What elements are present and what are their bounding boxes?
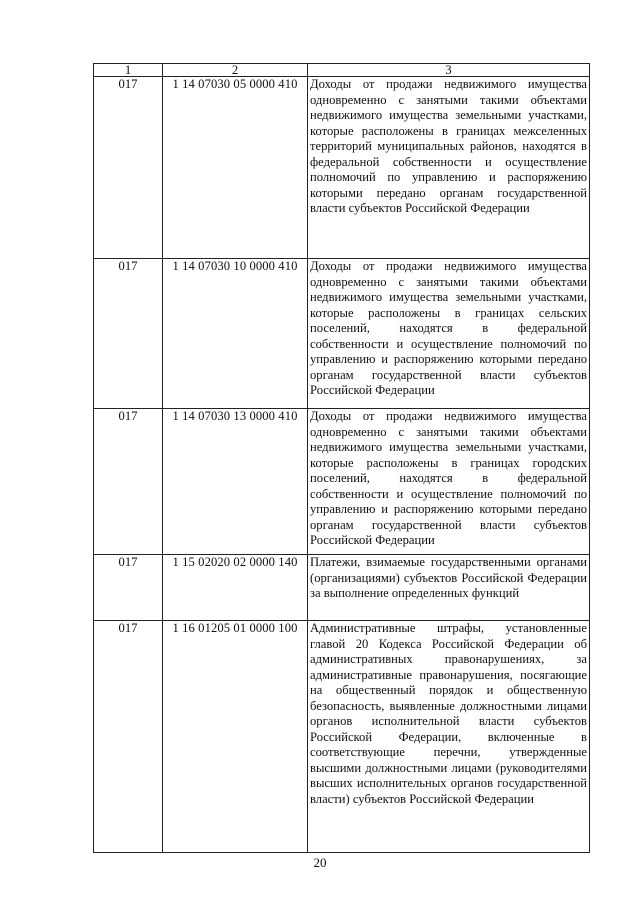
administrator-code: 017 bbox=[94, 77, 163, 259]
page-number: 20 bbox=[313, 855, 327, 870]
revenue-name: Доходы от продажи недвижимого имущества одновременно с занятыми такими объектами недвижимого имущества земельными участками, которые расположены в границах городских поселений, находятся в федеральной собственности и осуществление полномочий по управлению и распоряжению которыми передано органам государственной власти субъектов Российской Федерации bbox=[308, 409, 590, 555]
administrator-code: 017 bbox=[94, 409, 163, 555]
budget-classification-code: 1 16 01205 01 0000 100 bbox=[163, 621, 308, 853]
header-row bbox=[94, 64, 590, 77]
budget-classification-code: 1 15 02020 02 0000 140 bbox=[163, 555, 308, 621]
table-row bbox=[94, 409, 590, 555]
administrator-code: 017 bbox=[94, 555, 163, 621]
revenue-name: Доходы от продажи недвижимого имущества одновременно с занятыми такими объектами недвижимого имущества земельными участками, которые расположены в границах сельских поселений, находятся в федеральной собственности и осуществление полномочий по управлению и распоряжению которыми передано органам государственной власти субъектов Российской Федерации bbox=[308, 259, 590, 409]
column-header-1: 1 bbox=[94, 64, 163, 77]
revenue-name: Платежи, взимаемые государственными органами (организациями) субъектов Российской Федерации за выполнение определенных функций bbox=[308, 555, 590, 621]
table-row bbox=[94, 555, 590, 621]
budget-classification-code: 1 14 07030 10 0000 410 bbox=[163, 259, 308, 409]
table-row bbox=[94, 621, 590, 853]
column-header-2: 2 bbox=[163, 64, 308, 77]
revenue-codes-table bbox=[93, 63, 590, 853]
administrator-code: 017 bbox=[94, 621, 163, 853]
revenue-name: Доходы от продажи недвижимого имущества одновременно с занятыми такими объектами недвижимого имущества земельными участками, которые расположены в границах межселенных территорий муниципальных районов, находятся в федеральной собственности и осуществление полномочий по управлению и распоряжению которыми передано органам государственной власти субъектов Российской Федерации bbox=[308, 77, 590, 259]
revenue-name: Административные штрафы, установленные главой 20 Кодекса Российской Федерации об административных правонарушениях, за административные правонарушения, посягающие на общественный порядок и общественную безопасность, выявленные должностными лицами органов исполнительной власти субъектов Российской Федерации, включенные в соответствующие перечни, утвержденные высшими должностными лицами (руководителями высших исполнительных органов государственной власти) субъектов Российской Федерации bbox=[308, 621, 590, 853]
table-row bbox=[94, 259, 590, 409]
table-row bbox=[94, 77, 590, 259]
column-header-3: 3 bbox=[308, 64, 590, 77]
administrator-code: 017 bbox=[94, 259, 163, 409]
budget-classification-code: 1 14 07030 05 0000 410 bbox=[163, 77, 308, 259]
budget-classification-code: 1 14 07030 13 0000 410 bbox=[163, 409, 308, 555]
